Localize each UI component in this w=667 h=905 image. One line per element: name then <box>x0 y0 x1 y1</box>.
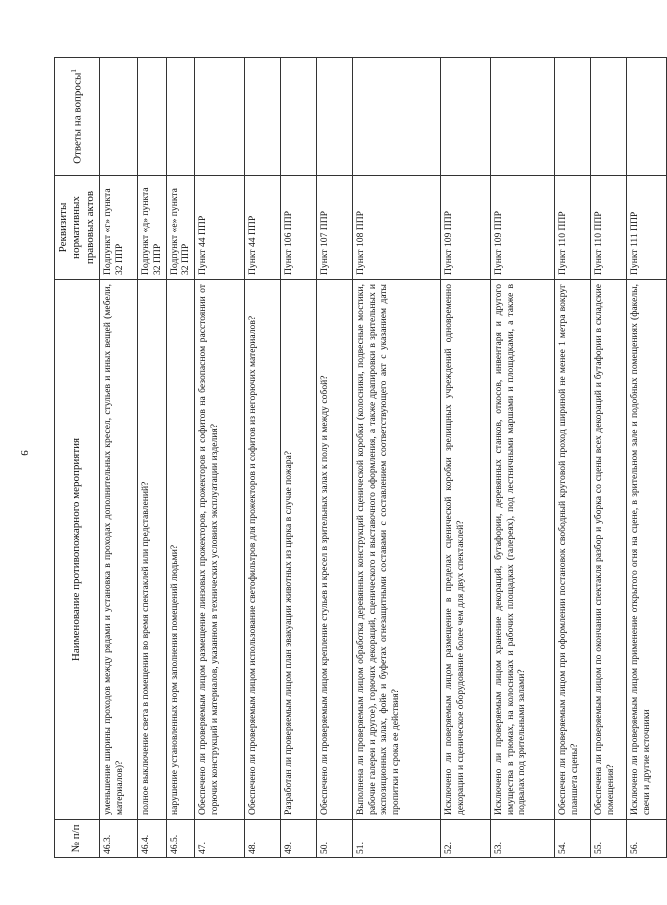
table-row <box>491 58 555 858</box>
row-basis: Пункт 110 ППР <box>591 176 627 280</box>
row-basis: Пункт 109 ППР <box>491 176 555 280</box>
row-answer[interactable] <box>353 58 441 176</box>
row-measure: Обеспечен ли проверяемым лицом при оформлении постановок свободный круговой проход шириной не менее 1 метра вокруг планшета сцены? <box>555 280 591 820</box>
row-number: 46.4. <box>138 820 166 858</box>
row-number: 54. <box>555 820 591 858</box>
row-basis: Пункт 111 ППР <box>627 176 667 280</box>
row-number: 50. <box>317 820 353 858</box>
row-basis: Пункт 109 ППР <box>441 176 491 280</box>
row-basis: Пункт 44 ППР <box>245 176 281 280</box>
row-number: 53. <box>491 820 555 858</box>
table-row <box>317 58 353 858</box>
row-number: 52. <box>441 820 491 858</box>
row-measure: Исключено ли проверяемым лицом применение открытого огня на сцене, в зрительном зале и подобных помещениях (факелы, свечи и другие источники <box>627 280 667 820</box>
rotated-table-container <box>54 58 652 858</box>
row-measure: Выполнена ли проверяемым лицом обработка деревянных конструкций сценической коробки (колосники, подвесные мостики, рабочие галереи и другое), горючих декораций, сценического и выставочного оформления, а также драпировки в зрительных и экспозиционных залах, фойе и буфетах огнезащитными составами с составлением соответствующего акт с указанием даты пропитки и срока ее действия? <box>353 280 441 820</box>
row-measure: Обеспечено ли проверяемым лицом размещение линзовых прожекторов, прожекторов и софитов на безопасном расстоянии от горючих конструкций и материалов, указанном в технических условиях эксплуатации изделия? <box>195 280 245 820</box>
row-answer[interactable] <box>138 58 166 176</box>
row-basis: Подпункт «е» пункта 32 ППР <box>166 176 194 280</box>
header-number: № п/п <box>55 820 100 858</box>
row-measure: Разработан ли проверяемым лицом план эвакуации животных из цирка в случае пожара? <box>281 280 317 820</box>
row-number: 47. <box>195 820 245 858</box>
row-number: 48. <box>245 820 281 858</box>
table-header-row <box>55 58 100 858</box>
row-answer[interactable] <box>591 58 627 176</box>
header-basis: Реквизиты нормативных правовых актов <box>55 176 100 280</box>
table-row <box>555 58 591 858</box>
row-answer[interactable] <box>245 58 281 176</box>
row-number: 51. <box>353 820 441 858</box>
table-row <box>245 58 281 858</box>
row-measure: Обеспечена ли проверяемым лицом по окончании спектакля разбор и уборка со сцены всех декораций и бутафории в складские помещения? <box>591 280 627 820</box>
row-answer[interactable] <box>166 58 194 176</box>
row-basis: Подпункт «д» пункта 32 ППР <box>138 176 166 280</box>
table-body <box>100 58 667 858</box>
row-basis: Пункт 107 ППР <box>317 176 353 280</box>
row-number: 56. <box>627 820 667 858</box>
page-number: 9 <box>17 450 30 456</box>
table-row <box>627 58 667 858</box>
row-measure: уменьшение ширины проходов между рядами и установка в проходах дополнительных кресел, стульев и иных вещей (мебели, материалов)? <box>100 280 138 820</box>
row-measure: полное выключение света в помещении во время спектаклей или представлений? <box>138 280 166 820</box>
row-measure: Исключено ли поверяемым лицом размещение в пределах сценической коробки зрелищных учреждений одновременно декорации и сценическое оборудование более чем для двух спектаклей? <box>441 280 491 820</box>
row-answer[interactable] <box>100 58 138 176</box>
row-number: 55. <box>591 820 627 858</box>
row-answer[interactable] <box>441 58 491 176</box>
row-basis: Пункт 108 ППР <box>353 176 441 280</box>
fire-safety-checklist-table <box>54 57 667 858</box>
row-number: 46.3. <box>100 820 138 858</box>
document-sheet <box>54 58 652 858</box>
row-number: 49. <box>281 820 317 858</box>
header-answer <box>55 58 100 176</box>
row-answer[interactable] <box>281 58 317 176</box>
table-row <box>100 58 138 858</box>
table-row <box>591 58 627 858</box>
header-measure: Наименование противопожарного мероприятия <box>55 280 100 820</box>
row-answer[interactable] <box>491 58 555 176</box>
row-basis: Подпункт «г» пункта 32 ППР <box>100 176 138 280</box>
row-basis: Пункт 106 ППР <box>281 176 317 280</box>
row-answer[interactable] <box>317 58 353 176</box>
table-row <box>166 58 194 858</box>
row-measure: Исключено ли проверяемым лицом хранение декораций, бутафории, деревянных станков, откосов, инвентаря и другого имущества в трюмах, на колосниках и рабочих площадках (галереях), под лестничными маршами и площадками, а также в подвалах под зрительными залами? <box>491 280 555 820</box>
row-basis: Пункт 44 ППР <box>195 176 245 280</box>
row-basis: Пункт 110 ППР <box>555 176 591 280</box>
table-row <box>281 58 317 858</box>
row-answer[interactable] <box>555 58 591 176</box>
table-row <box>441 58 491 858</box>
row-answer[interactable] <box>195 58 245 176</box>
table-row <box>353 58 441 858</box>
table-row <box>195 58 245 858</box>
row-number: 46.5. <box>166 820 194 858</box>
row-measure: нарушение установленных норм заполнения помещений людьми? <box>166 280 194 820</box>
table-row <box>138 58 166 858</box>
header-answer-label: Ответы на вопросы <box>71 72 84 164</box>
row-answer[interactable] <box>627 58 667 176</box>
header-answer-footnote: 1 <box>69 69 78 73</box>
row-measure: Обеспечено ли проверяемым лицом использование светофильтров для прожекторов и софитов из негорючих материалов? <box>245 280 281 820</box>
row-measure: Обеспечено ли проверяемым лицом крепление стульев и кресел в зрительных залах к полу и между собой? <box>317 280 353 820</box>
